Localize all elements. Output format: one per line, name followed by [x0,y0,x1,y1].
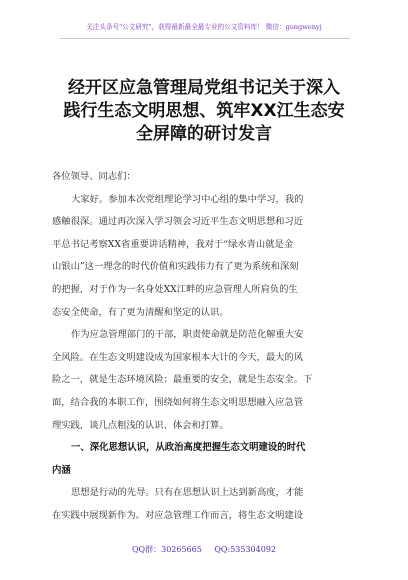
paragraph-line: 理实践，谈几点粗浅的认识、体会和打算。 [52,419,229,431]
paragraph-line: 山银山”这一理念的时代价值和实践伟力有了更为系统和深刻 [52,261,299,273]
footer-qq: QQ:535304092 [214,545,276,554]
paragraph-line: 作为应急管理部门的干部，职责使命就是防范化解重大安 [71,329,304,341]
paragraph-line: 全风险。在生态文明建设成为国家根本大计的今天，最大的风 [52,351,304,363]
paragraph-line: 态安全使命，有了更为清醒和坚定的认识。 [52,306,229,318]
paragraph-line: 面，结合我的本职工作，围绕如何将生态文明思想融入应急管 [52,396,304,408]
paragraph-line: 险之一，就是生态环境风险；最重要的安全，就是生态安全。下 [52,374,313,386]
paragraph-line: 在实践中展现新作为。对应急管理工作而言，将生态文明建设 [52,509,304,521]
title-line: 经开区应急管理局党组书记关于深入 [68,78,340,98]
paragraph-line: 的把握，对于作为一名身处XX江畔的应急管理人所肩负的生 [52,283,298,295]
title-line: 践行生态文明思想、筑牢XX江生态安 [63,101,345,121]
paragraph-line: 平总书记考察XX省重要讲话精神，我对于“绿水青山就是金 [52,238,294,250]
paragraph-line: 思想是行动的先导。只有在思想认识上达到新高度，才能 [71,487,304,499]
section-heading: 内涵 [52,464,71,476]
paragraph-line: 感触很深。通过再次深入学习领会习近平生态文明思想和习近 [52,216,304,228]
header-banner: 关注头条号"公文研究"，获得最新最全最专业的公文资料库！ 微信：gongwenyj [86,23,322,31]
title-line: 全屏障的研讨发言 [136,124,272,144]
footer-contact [0,544,408,555]
footer-qq-group: QQ群：30265665 [131,545,202,554]
document-title [58,77,350,146]
salutation: 各位领导、同志们： [52,171,136,182]
section-heading: 一、深化思想认识，从政治高度把握生态文明建设的时代 [71,442,306,454]
header-divider [60,38,350,39]
document-body [52,166,356,528]
paragraph-line: 大家好。参加本次党组理论学习中心组的集中学习，我的 [71,193,304,205]
